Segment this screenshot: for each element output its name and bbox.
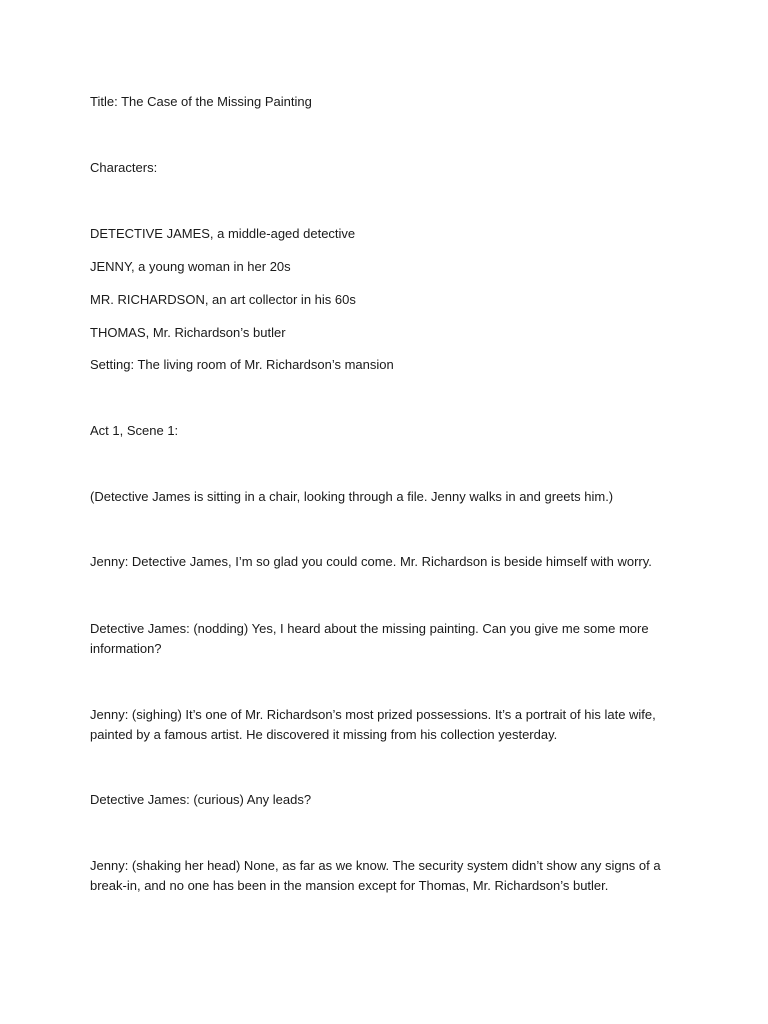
- setting-line: Setting: The living room of Mr. Richardson’s mansion: [90, 357, 394, 372]
- dialogue-line-5: Jenny: (shaking her head) None, as far as we know. The security system didn’t show any signs of a break-in, and no one has been in the mansion except for Thomas, Mr. Richardson’s butler.: [90, 858, 661, 893]
- character-thomas: THOMAS, Mr. Richardson’s butler: [90, 325, 286, 340]
- dialogue-line-3: Jenny: (sighing) It’s one of Mr. Richardson’s most prized possessions. It’s a portrait of his late wife, painted by a famous artist. He discovered it missing from his collection yesterday.: [90, 707, 656, 742]
- dialogue-line-1: Jenny: Detective James, I’m so glad you could come. Mr. Richardson is beside himself with worry.: [90, 554, 652, 569]
- dialogue-line-4: Detective James: (curious) Any leads?: [90, 792, 312, 807]
- play-title: Title: The Case of the Missing Painting: [90, 94, 312, 109]
- character-detective-james: DETECTIVE JAMES, a middle-aged detective: [90, 226, 356, 241]
- character-jenny: JENNY, a young woman in her 20s: [90, 259, 291, 274]
- characters-heading: Characters:: [90, 160, 158, 175]
- stage-direction: (Detective James is sitting in a chair, looking through a file. Jenny walks in and greets him.): [90, 489, 614, 504]
- dialogue-line-2: Detective James: (nodding) Yes, I heard about the missing painting. Can you give me some more information?: [90, 621, 649, 656]
- scene-heading: Act 1, Scene 1:: [90, 423, 179, 438]
- character-mr-richardson: MR. RICHARDSON, an art collector in his 60s: [90, 292, 356, 307]
